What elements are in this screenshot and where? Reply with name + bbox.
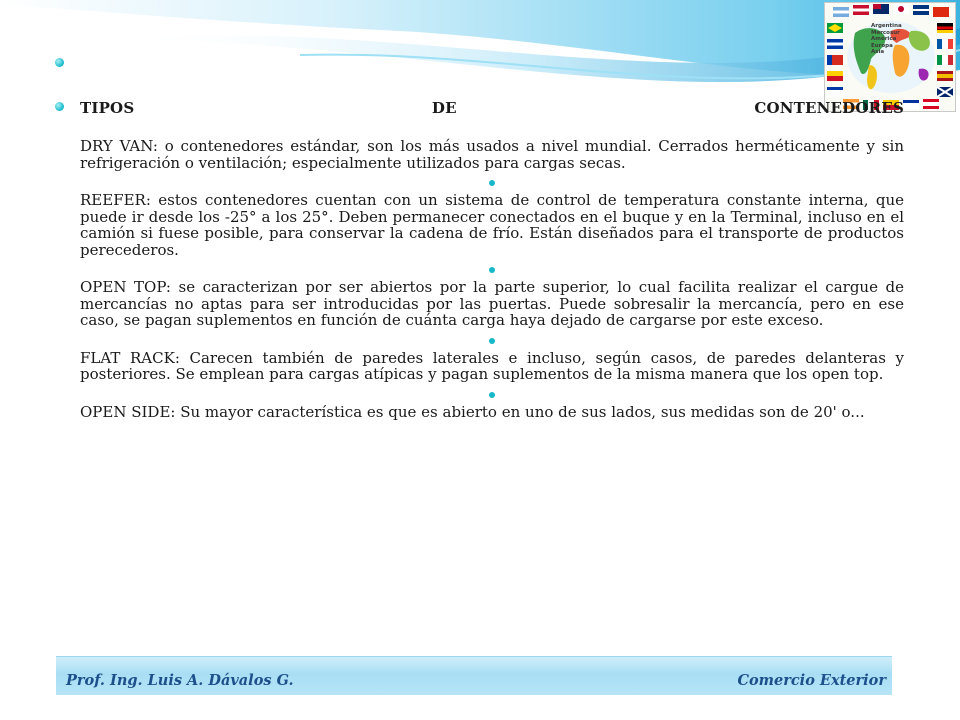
paragraph-reefer: REEFER: estos contenedores cuentan con un sistema de control de temperatura constante interna, que puede ir desde los -25° a los 25°. Deben permanecer conectados en el buque y en la Terminal, incluso en el camión si fuese posible, para conservar la cadena de frío. Están diseñados para el transporte de productos perecederos. [80,191,904,259]
bullet-icon [489,338,495,344]
heading-word: DE [431,99,457,117]
footer-bar [56,656,892,695]
logo-line: Asia [871,49,885,55]
logo-text [871,23,911,56]
flags-world-map-icon [825,3,955,111]
bullet-icon [489,267,495,273]
heading-word: TIPOS [80,99,135,117]
separator-bullet [80,333,904,349]
top-wave-decoration [0,0,960,110]
logo-line: Europa [871,42,893,49]
paragraph-dry-van: DRY VAN: o contenedores estándar, son los más usados a nivel mundial. Cerrados herméticamente y sin refrigeración o ventilación; especialmente utilizados para cargas secas. [80,137,904,172]
footer-course: Comercio Exterior [737,672,886,689]
paragraph-open-side: OPEN SIDE: Su mayor característica es que es abierto en uno de sus lados, sus medidas son de 20' o... [80,402,865,421]
logo-line: América [871,36,897,42]
slide-content [80,100,904,420]
bullet-icon [55,102,64,111]
bullet-icon [489,180,495,186]
paragraph-open-top: OPEN TOP: se caracterizan por ser abiertos por la parte superior, lo cual facilita realizar el cargue de mercancías no aptas para ser introducidas por las puertas. Puede sobresalir la mercancía, pero en ese caso, se pagan suplementos en función de cuánta carga haya dejado de cargarse por este exceso. [80,278,904,329]
bullet-icon [489,392,495,398]
footer-author: Prof. Ing. Luis A. Dávalos G. [66,672,294,689]
heading-word: CONTENEDORES [754,99,904,117]
logo-emblem [824,2,956,112]
separator-bullet [80,262,904,278]
bullet-icon [55,58,64,67]
logo-line: Argentina [871,23,902,29]
separator-bullet [80,387,904,403]
slide-heading [80,100,904,118]
paragraph-flat-rack: FLAT RACK: Carecen también de paredes laterales e incluso, según casos, de paredes delanteras y posteriores. Se emplean para cargas atípicas y pagan suplementos de la misma manera que los open top. [80,348,904,383]
logo-line: Mercosur [871,29,900,36]
separator-bullet [80,175,904,191]
